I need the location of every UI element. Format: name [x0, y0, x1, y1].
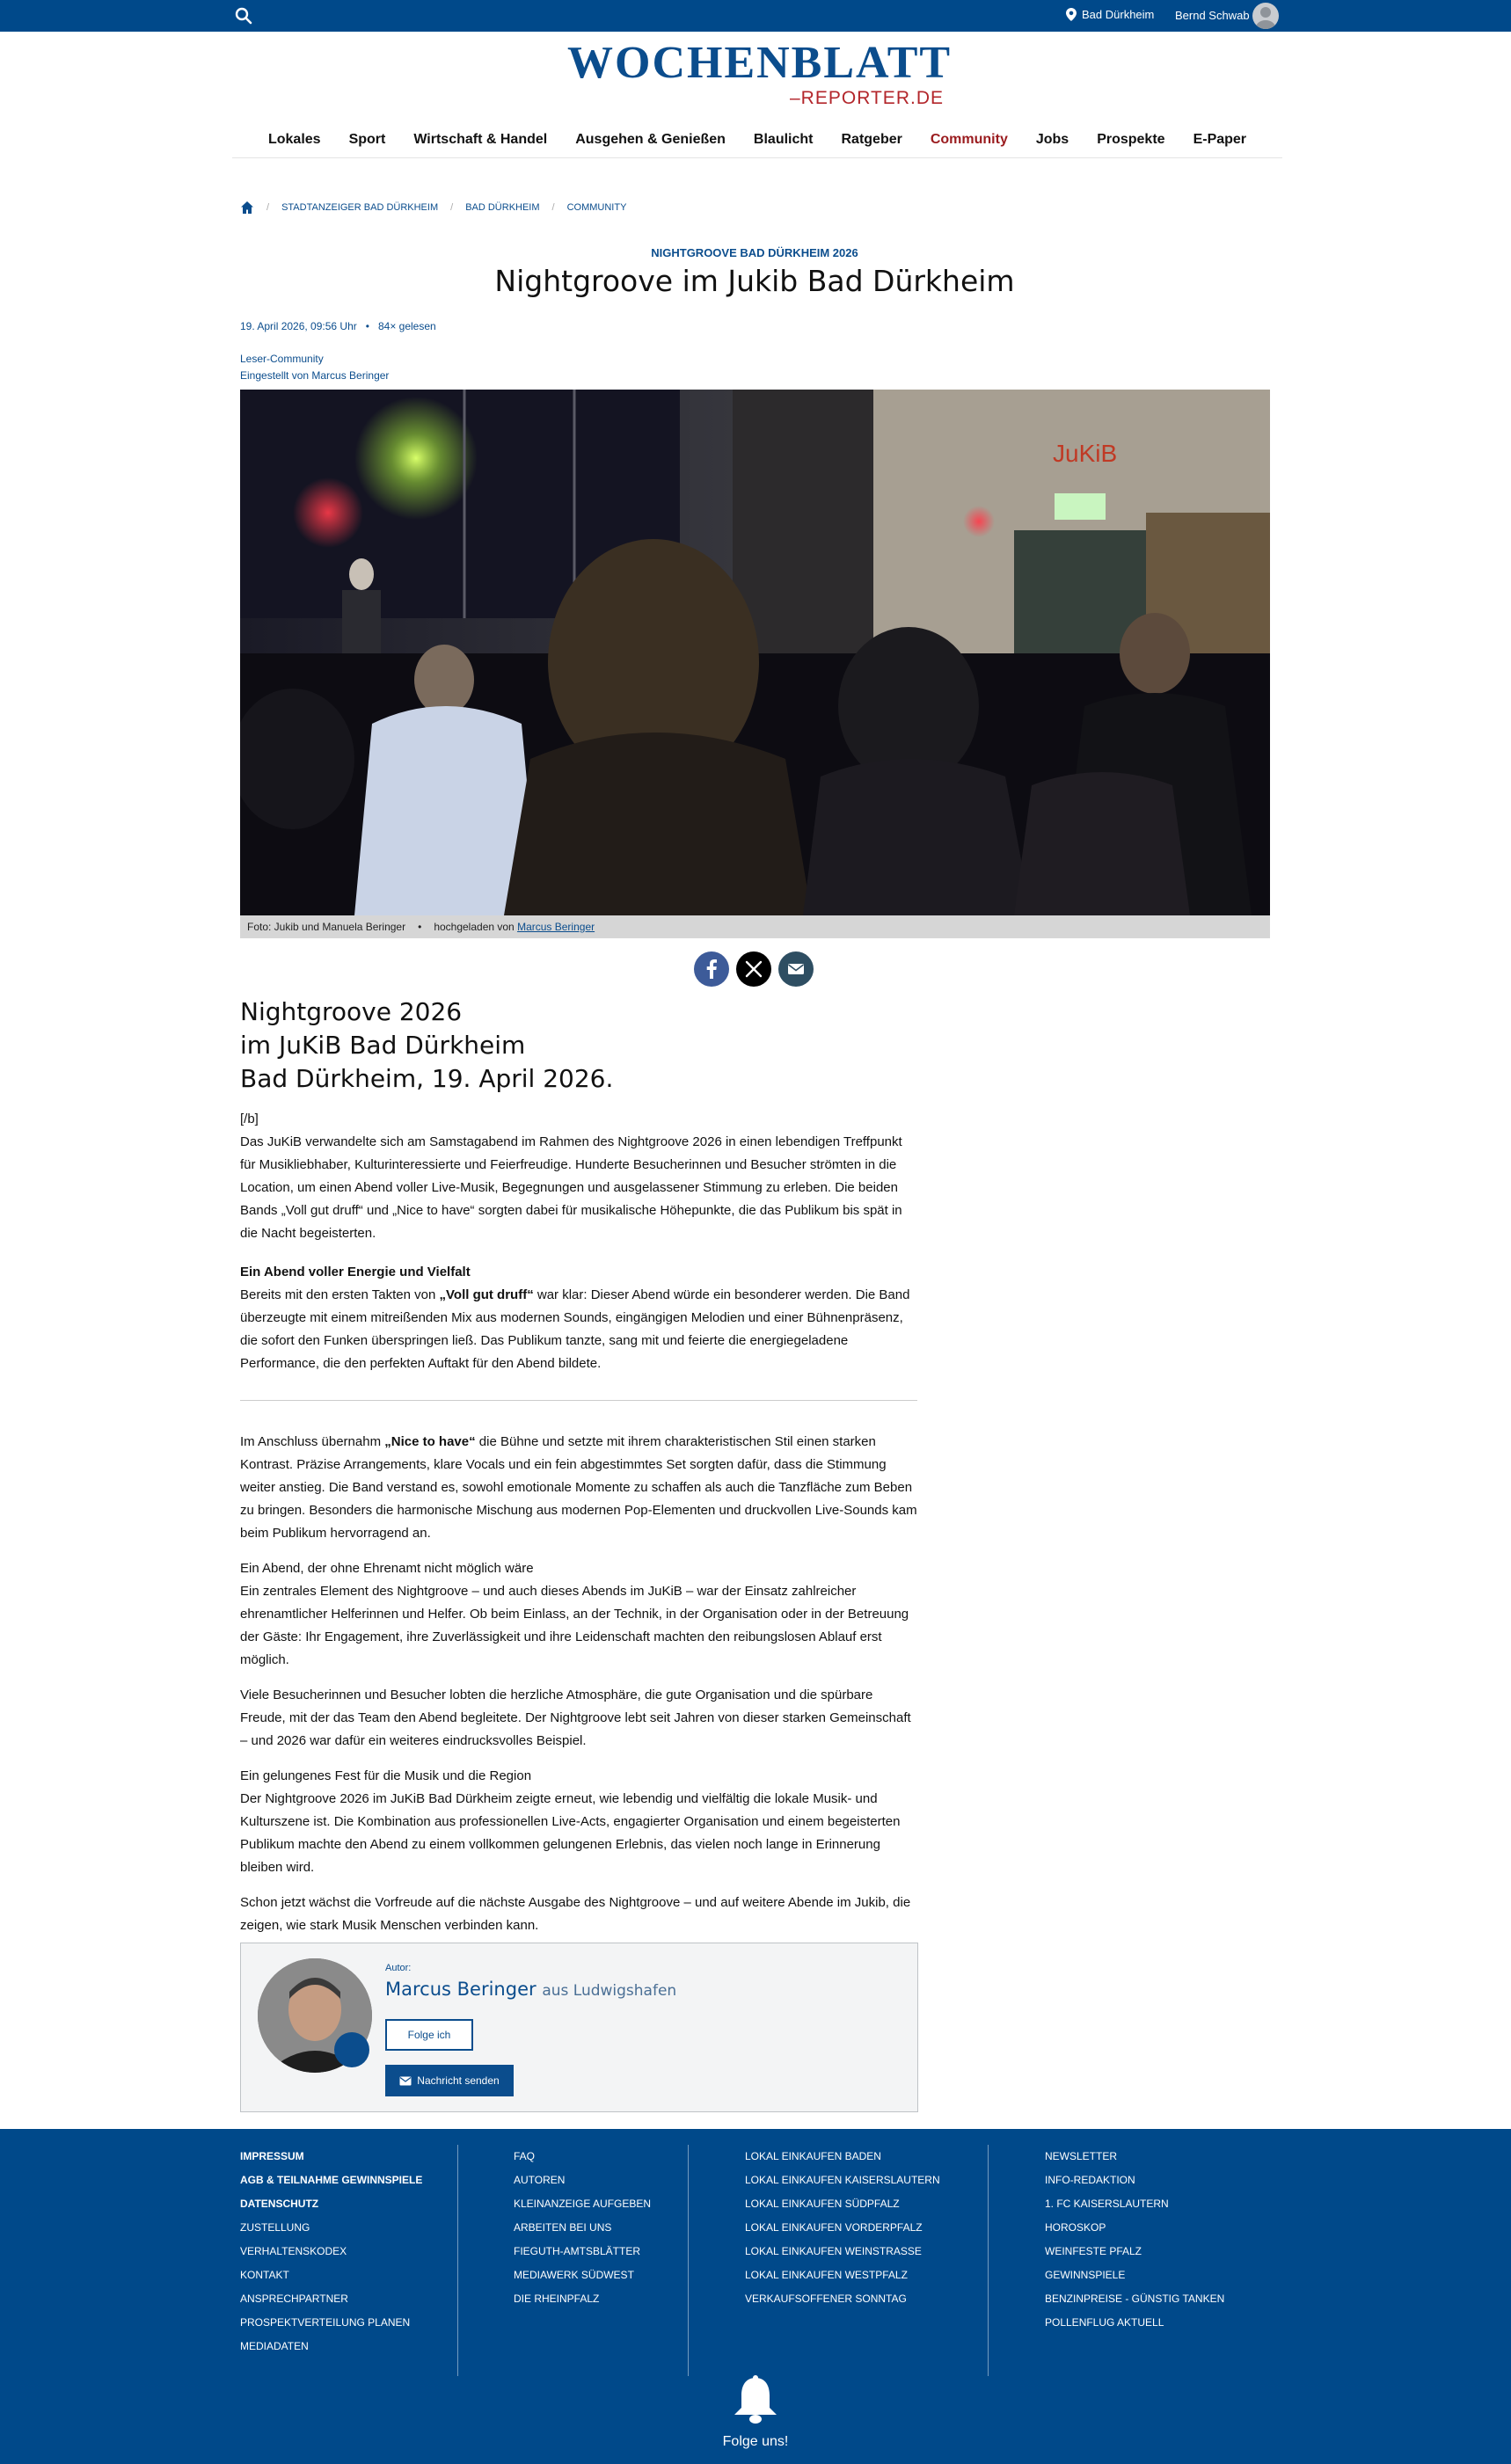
- envelope-icon: [787, 962, 805, 976]
- author-name[interactable]: [385, 1979, 676, 2000]
- location-label: Bad Dürkheim: [1082, 8, 1155, 21]
- bell-icon[interactable]: [729, 2374, 782, 2425]
- footer-link[interactable]: ZUSTELLUNG: [240, 2221, 310, 2234]
- user-avatar[interactable]: [1252, 3, 1279, 29]
- body-heading-line1: Nightgroove 2026: [240, 997, 463, 1026]
- breadcrumb-separator: /: [266, 202, 270, 213]
- uploaded-label: hochgeladen von: [434, 921, 515, 933]
- footer-link[interactable]: LOKAL EINKAUFEN WEINSTRASSE: [745, 2245, 922, 2257]
- subheading-energie: Ein Abend voller Energie und Vielfalt: [240, 1265, 471, 1279]
- article-views: 84× gelesen: [377, 320, 436, 332]
- breadcrumb-community[interactable]: COMMUNITY: [566, 202, 627, 213]
- user-name[interactable]: Bernd Schwab: [1175, 9, 1250, 22]
- article-source: [240, 351, 389, 384]
- footer-link[interactable]: VERKAUFSOFFENER SONNTAG: [745, 2293, 907, 2305]
- subheading-ehrenamt: Ein Abend, der ohne Ehrenamt nicht möglich wäre: [240, 1561, 534, 1576]
- section-label[interactable]: Leser-Community: [240, 353, 324, 365]
- share-x-button[interactable]: [736, 951, 771, 987]
- paragraph-ehrenamt: Ein zentrales Element des Nightgroove – und auch dieses Abends im JuKiB – war der Einsatz zahlreicher ehrenamtlicher Helferinnen und Helfer. Ob beim Einlass, an der Technik, in der Organisation oder in der Betreuung der Gäste: Ihr Engagement, ihre Zuverlässigkeit und ihre Leidenschaft machten den reibungslosen Ablauf erst möglich.: [240, 1584, 909, 1667]
- facebook-icon: [705, 959, 718, 979]
- footer-link[interactable]: ANSPRECHPARTNER: [240, 2293, 348, 2305]
- send-message-label: Nachricht senden: [417, 2074, 500, 2087]
- footer-link[interactable]: PROSPEKTVERTEILUNG PLANEN: [240, 2316, 411, 2329]
- send-message-button[interactable]: [385, 2065, 514, 2096]
- breadcrumb-separator: /: [551, 202, 555, 213]
- share-email-button[interactable]: [778, 951, 814, 987]
- nav-item-ratgeber[interactable]: Ratgeber: [841, 132, 902, 147]
- footer-link-agb[interactable]: AGB & TEILNAHME GEWINNSPIELE: [240, 2174, 423, 2186]
- chat-bubble-icon: [334, 2032, 369, 2067]
- footer-link[interactable]: DIE RHEINPFALZ: [514, 2293, 600, 2305]
- footer-link[interactable]: VERHALTENSKODEX: [240, 2245, 347, 2257]
- nav-item-community[interactable]: Community: [930, 132, 1008, 147]
- author-label: Autor:: [385, 1963, 412, 1973]
- nav-item-epaper[interactable]: E-Paper: [1193, 132, 1247, 147]
- paragraph-fazit: Der Nightgroove 2026 im JuKiB Bad Dürkheim zeigte erneut, wie lebendig und vielfältig die lokale Musik- und Kulturszene ist. Die Kombination aus professionellen Live-Acts, engagierter Organisation und einem begeisterten Publikum machte den Abend zu einem vollkommen gelungenen Erlebnis, das vielen noch lange in Erinnerung bleiben wird.: [240, 1791, 901, 1875]
- footer-divider: [457, 2145, 458, 2376]
- site-logo[interactable]: [567, 37, 953, 109]
- stray-tag: [/b]: [240, 1112, 259, 1126]
- article-divider: [240, 1400, 917, 1401]
- paragraph-atmosphaere: Viele Besucherinnen und Besucher lobten die herzliche Atmosphäre, die gute Organisation und die spürbare Freude, mit der das Team den Abend begleitete. Der Nightgroove lebt seit Jahren von dieser starken Gemeinschaft – und 2026 war dafür ein weiteres eindrucksvolles Beispiel.: [240, 1688, 911, 1748]
- meta-dot: •: [365, 320, 369, 332]
- subheading-fest: Ein gelungenes Fest für die Musik und die Region: [240, 1768, 532, 1783]
- paragraph-ausblick: Schon jetzt wächst die Vorfreude auf die nächste Ausgabe des Nightgroove – und auf weitere Abende im Jukib, die zeigen, wie stark Musik Menschen verbinden kann.: [240, 1895, 911, 1933]
- breadcrumb-bad-duerkheim[interactable]: BAD DÜRKHEIM: [465, 202, 540, 213]
- posted-by[interactable]: Eingestellt von Marcus Beringer: [240, 369, 390, 382]
- footer-column-2: [514, 2145, 651, 2311]
- nav-item-jobs[interactable]: Jobs: [1035, 132, 1069, 147]
- body-heading-line3: Bad Dürkheim, 19. April 2026.: [240, 1064, 614, 1093]
- footer-link[interactable]: LOKAL EINKAUFEN VORDERPFALZ: [745, 2221, 923, 2234]
- share-bar: [694, 951, 814, 987]
- location-selector[interactable]: [1066, 8, 1154, 21]
- footer-link[interactable]: NEWSLETTER: [1045, 2150, 1118, 2162]
- author-box: [240, 1943, 918, 2112]
- uploader-link[interactable]: Marcus Beringer: [517, 921, 595, 933]
- home-icon[interactable]: [240, 200, 254, 215]
- main-navigation: [232, 121, 1282, 158]
- footer-link[interactable]: LOKAL EINKAUFEN WESTPFALZ: [745, 2269, 908, 2281]
- article-date: 19. April 2026, 09:56 Uhr: [240, 320, 357, 332]
- nav-item-sport[interactable]: Sport: [348, 132, 386, 147]
- footer-link[interactable]: KLEINANZEIGE AUFGEBEN: [514, 2198, 652, 2210]
- x-icon: [745, 960, 763, 978]
- footer-divider: [988, 2145, 989, 2376]
- footer-link[interactable]: FIEGUTH-AMTSBLÄTTER: [514, 2245, 641, 2257]
- footer-column-1: [240, 2145, 422, 2358]
- footer-link[interactable]: BENZINPREISE - GÜNSTIG TANKEN: [1045, 2293, 1225, 2305]
- footer-divider: [688, 2145, 689, 2376]
- footer-link[interactable]: GEWINNSPIELE: [1045, 2269, 1126, 2281]
- footer-link[interactable]: INFO-REDAKTION: [1045, 2174, 1135, 2186]
- map-pin-icon: [1066, 8, 1077, 21]
- footer-link[interactable]: LOKAL EINKAUFEN KAISERSLAUTERN: [745, 2174, 940, 2186]
- search-icon[interactable]: [234, 6, 253, 26]
- article-photo[interactable]: [240, 390, 1270, 915]
- footer-link[interactable]: WEINFESTE PFALZ: [1045, 2245, 1142, 2257]
- logo-wordmark: WOCHENBLATT: [567, 38, 953, 88]
- article-kicker: NIGHTGROOVE BAD DÜRKHEIM 2026: [651, 246, 858, 259]
- author-name-text: Marcus Beringer: [385, 1979, 537, 2000]
- envelope-icon: [399, 2076, 412, 2086]
- footer-link[interactable]: ARBEITEN BEI UNS: [514, 2221, 612, 2234]
- share-facebook-button[interactable]: [694, 951, 729, 987]
- footer-link[interactable]: FAQ: [514, 2150, 536, 2162]
- footer-link[interactable]: LOKAL EINKAUFEN BADEN: [745, 2150, 881, 2162]
- footer-link[interactable]: POLLENFLUG AKTUELL: [1045, 2316, 1164, 2329]
- top-bar: [0, 0, 1511, 32]
- footer-column-4: [1045, 2145, 1224, 2335]
- footer-link[interactable]: MEDIADATEN: [240, 2340, 309, 2352]
- caption-dot: •: [418, 921, 422, 933]
- article-body: [240, 995, 917, 1937]
- photo-caption: [240, 915, 1270, 938]
- paragraph-voll-gut-druff: Bereits mit den ersten Takten von „Voll gut druff“ war klar: Dieser Abend würde ein besonderer werden. Die Band überzeugte mit einem mitreißenden Mix aus modernen Sounds, eingängigen Melodien und einer Bühnenpräsenz, die sofort den Funken überspringen ließ. Das Publikum tanzte, sang mit und feierte die energiegeladene Performance, die den perfekten Auftakt für den Abend bildete.: [240, 1287, 910, 1371]
- footer-link[interactable]: KONTAKT: [240, 2269, 289, 2281]
- footer-link[interactable]: LOKAL EINKAUFEN SÜDPFALZ: [745, 2198, 900, 2210]
- follow-us-label[interactable]: Folge uns!: [722, 2434, 789, 2449]
- nav-item-blaulicht[interactable]: Blaulicht: [753, 132, 814, 147]
- footer-column-3: [745, 2145, 940, 2311]
- footer-link-impressum[interactable]: IMPRESSUM: [240, 2150, 304, 2162]
- svg-text:JuKiB: JuKiB: [1053, 440, 1118, 467]
- breadcrumb-stadtanzeiger[interactable]: STADTANZEIGER BAD DÜRKHEIM: [281, 202, 439, 213]
- follow-button[interactable]: Folge ich: [385, 2019, 473, 2051]
- photo-credit: Foto: Jukib und Manuela Beringer: [247, 921, 406, 933]
- body-heading-line2: im JuKiB Bad Dürkheim: [240, 1031, 526, 1060]
- nav-item-wirtschaft[interactable]: Wirtschaft & Handel: [413, 132, 548, 147]
- nav-item-ausgehen[interactable]: Ausgehen & Genießen: [575, 132, 726, 147]
- footer-link-datenschutz[interactable]: DATENSCHUTZ: [240, 2198, 319, 2210]
- paragraph-nice-to-have: Im Anschluss übernahm „Nice to have“ die Bühne und setzte mit ihrem charakteristischen Stil einen starken Kontrast. Präzise Arrangements, klare Vocals und ein fein abgestimmtes Set sorgten dafür, dass die Stimmung weiter anstieg. Die Band verstand es, sowohl emotionale Momente zu schaffen als auch die Tanzfläche zum Beben zu bringen. Besonders die harmonische Mischung aus modernen Pop-Elementen und druckvollen Live-Sounds kam beim Publikum hervorragend an.: [240, 1434, 917, 1541]
- breadcrumb: [240, 200, 626, 215]
- paragraph-intro: Das JuKiB verwandelte sich am Samstagabend im Rahmen des Nightgroove 2026 in einen lebendigen Treffpunkt für Musikliebhaber, Kulturinteressierte und Feierfreudige. Hunderte Besucherinnen und Besucher strömten in die Location, um einen Abend voller Live-Musik, Begegnungen und ausgelassener Stimmung zu erleben. Die beiden Bands „Voll gut druff“ und „Nice to have“ sorgten dabei für musikalische Höhepunkte, die das Publikum bis spät in die Nacht begeisterten.: [240, 1134, 902, 1241]
- nav-item-prospekte[interactable]: Prospekte: [1097, 132, 1165, 147]
- footer-link[interactable]: 1. FC KAISERSLAUTERN: [1045, 2198, 1169, 2210]
- logo-subline: –REPORTER.DE: [790, 88, 944, 108]
- footer-link[interactable]: MEDIAWERK SÜDWEST: [514, 2269, 634, 2281]
- breadcrumb-separator: /: [450, 202, 454, 213]
- footer-link[interactable]: HOROSKOP: [1045, 2221, 1106, 2234]
- nav-item-lokales[interactable]: Lokales: [267, 132, 321, 147]
- article-meta: [240, 320, 436, 332]
- concert-photo-illustration: [240, 390, 1270, 915]
- author-origin: aus Ludwigshafen: [542, 1982, 677, 2000]
- article-title: Nightgroove im Jukib Bad Dürkheim: [494, 264, 1015, 298]
- footer-link[interactable]: AUTOREN: [514, 2174, 566, 2186]
